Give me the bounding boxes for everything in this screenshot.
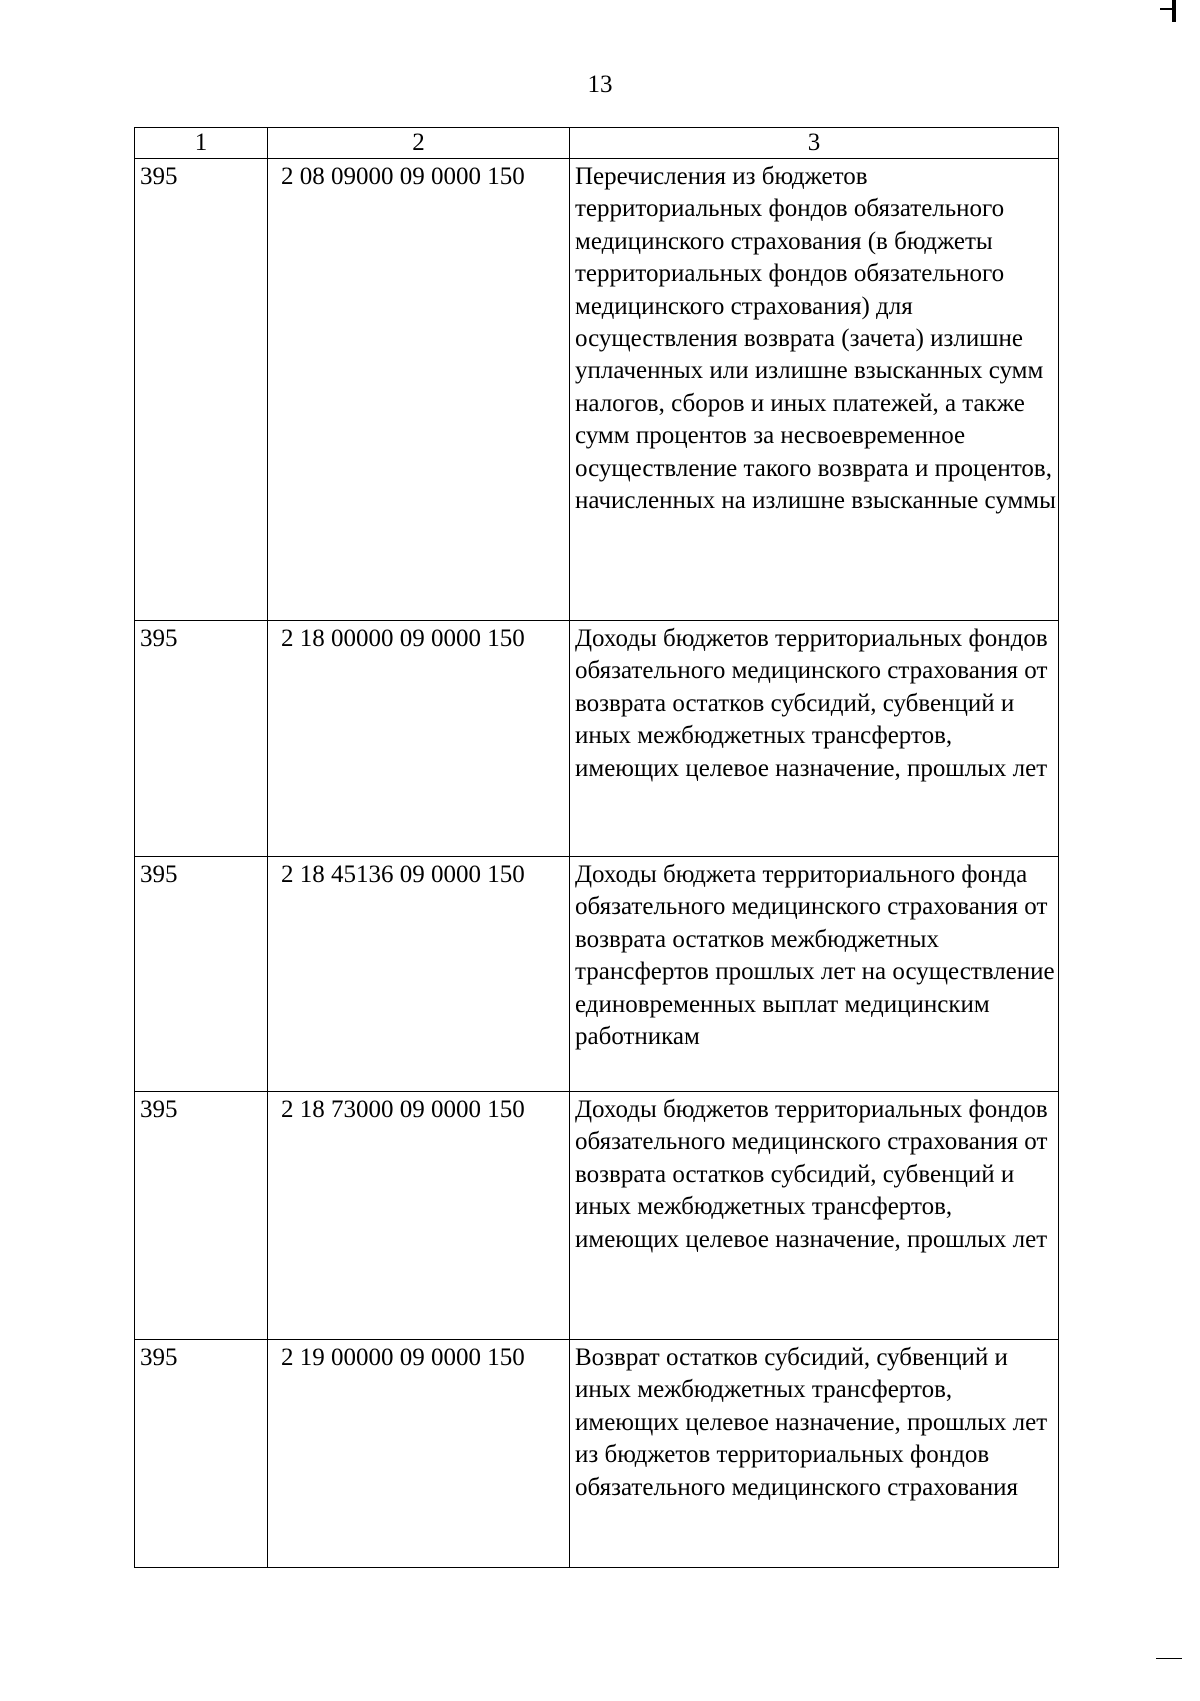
- table-row: [135, 1092, 1059, 1340]
- budget-code-cell: 2 18 45136 09 0000 150: [268, 857, 570, 1092]
- admin-code-cell: 395: [135, 1340, 268, 1568]
- admin-code-cell: 395: [135, 1092, 268, 1340]
- column-header-3: 3: [570, 128, 1059, 159]
- admin-code-cell: 395: [135, 621, 268, 857]
- budget-code-cell: 2 18 00000 09 0000 150: [268, 621, 570, 857]
- income-name-cell: Возврат остатков субсидий, субвенций и иных межбюджетных трансфертов, имеющих целевое назначение, прошлых лет из бюджетов территориальных фондов обязательного медицинского страхования: [570, 1340, 1059, 1568]
- table-row: [135, 621, 1059, 857]
- income-name-cell: Доходы бюджетов территориальных фондов обязательного медицинского страхования от возврата остатков субсидий, субвенций и иных межбюджетных трансфертов, имеющих целевое назначение, прошлых лет: [570, 621, 1059, 857]
- income-name-cell: Доходы бюджета территориального фонда обязательного медицинского страхования от возврата остатков межбюджетных трансфертов прошлых лет на осуществление единовременных выплат медицинским работникам: [570, 857, 1059, 1092]
- budget-code-cell: 2 19 00000 09 0000 150: [268, 1340, 570, 1568]
- table-row: [135, 159, 1059, 621]
- table-row: [135, 1340, 1059, 1568]
- income-name-cell: Доходы бюджетов территориальных фондов обязательного медицинского страхования от возврата остатков субсидий, субвенций и иных межбюджетных трансфертов, имеющих целевое назначение, прошлых лет: [570, 1092, 1059, 1340]
- scan-mark-bottom-right: [1156, 1658, 1182, 1659]
- column-header-2: 2: [268, 128, 570, 159]
- admin-code-cell: 395: [135, 857, 268, 1092]
- scan-mark-top-right-tick: [1160, 8, 1174, 10]
- income-name-cell: Перечисления из бюджетов территориальных фондов обязательного медицинского страхования (в бюджеты территориальных фондов обязательного медицинского страхования) для осуществления возврата (зачета) излишне уплаченных или излишне взысканных сумм налогов, сборов и иных платежей, а также сумм процентов за несвоевременное осуществление такого возврата и процентов, начисленных на излишне взысканные суммы: [570, 159, 1059, 621]
- admin-code-cell: 395: [135, 159, 268, 621]
- scan-mark-top-right: [1172, 0, 1176, 22]
- column-header-1: 1: [135, 128, 268, 159]
- budget-code-cell: 2 18 73000 09 0000 150: [268, 1092, 570, 1340]
- table-header-row: [135, 128, 1059, 159]
- table-row: [135, 857, 1059, 1092]
- budget-code-cell: 2 08 09000 09 0000 150: [268, 159, 570, 621]
- income-codes-table: [134, 127, 1059, 1568]
- page-number: 13: [587, 71, 613, 98]
